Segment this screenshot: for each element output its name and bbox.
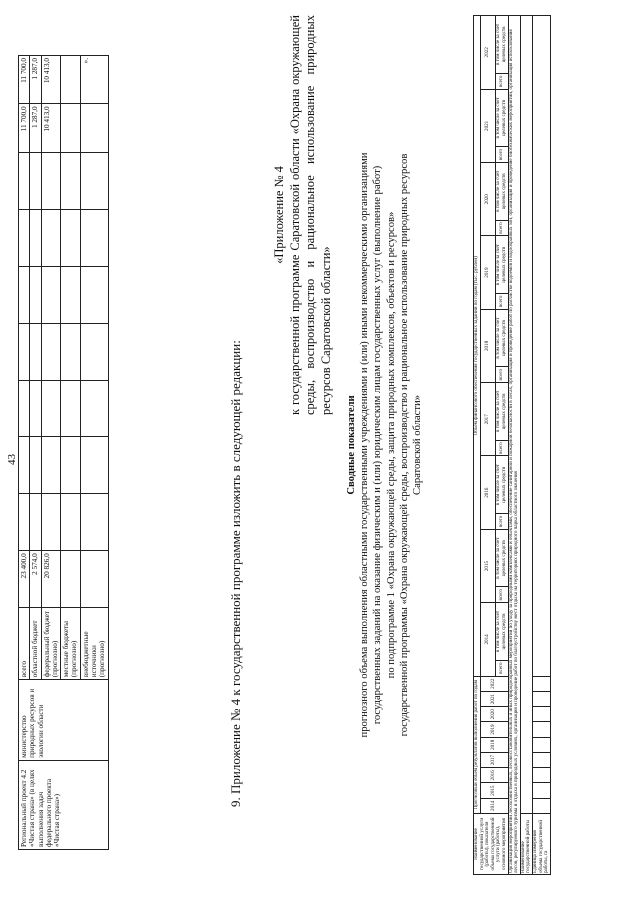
table-cell-value: 2 574,0 xyxy=(30,551,41,608)
subheader-target: в том числе за счет целевых средств xyxy=(496,16,508,74)
col-header-volume: Прогнозный объем результатов выполнения работ по годам xyxy=(474,676,481,813)
appendix-number: «Приложение № 4 xyxy=(272,166,286,264)
subheader-total: всего xyxy=(496,73,508,89)
page-number: 43 xyxy=(6,454,18,465)
table-row xyxy=(19,56,30,850)
work-name-cell: Наименование государственной работы xyxy=(520,814,532,875)
heading-line: по подпрограмме 1 «Охрана окружающей среды, защита природных комплексов, объектов и ресурсов» xyxy=(385,211,397,679)
table-cell-source: всего xyxy=(19,608,30,680)
appendix-header xyxy=(272,15,335,415)
appendix-reference: к государственной программе Саратовской области «Охрана окружающей среды, воспроизводство и рациональное использование природных ресурсов Саратовской области» xyxy=(287,15,333,415)
activity-row: Организация мероприятий лесохозяйственных, лесовосстановительных и иных природоохранных мероприятий по уходу за природными комплексами и объектами, обеспечение санитарной и пожарной безопасности в лесах, организация и проведение работ по расчистке водоемов и водоохранных зон, организация и проведение биотехнических мероприятий, организация использования лесов, регулируемого туризма и отдыха в природных условиях, организация и проведение работ по благоустройству мест отдыха на территориях природного парка областного значения xyxy=(508,16,520,875)
heading-line: Саратовской области» xyxy=(412,395,424,495)
heading-title: Сводные показатели xyxy=(346,395,357,495)
subheader-total: всего xyxy=(496,147,508,163)
table-cell-executor: министерство природных ресурсов и экологии области xyxy=(19,680,109,761)
table-cell-source: федеральный бюджет (прогнозно) xyxy=(41,608,61,680)
table-cell-value: 10 413,0 xyxy=(41,104,61,152)
subheader-target: в том числе за счет целевых средств xyxy=(496,383,508,441)
col-header-finance: Объем финансового обеспечения государственных заданий по годам (тыс. рублей) xyxy=(474,16,481,677)
heading-line: государственных заданий на оказание физическим и (или) юридическим лицам государственных услуг (выполнение работ) xyxy=(372,165,384,725)
table-cell-value xyxy=(61,551,81,608)
subheader-total: всего xyxy=(496,660,508,676)
year-cell: 2020 xyxy=(480,163,496,236)
heading-line: прогнозного объема выполнения областными государственными учреждениями и (или) иными некоммерческими организациями xyxy=(359,152,371,738)
table-cell-value: 11 700,0 xyxy=(19,56,30,104)
year-cell: 2022 xyxy=(480,676,508,691)
table-cell-project: Региональный проект 4.2 «Чистая страна» (в целях выполнения задач федерального проекта «Чистая страна») xyxy=(19,760,109,849)
table-cell-value xyxy=(61,104,81,152)
table-row xyxy=(520,16,532,875)
table-cell-value xyxy=(80,104,108,152)
subheader-total: всего xyxy=(496,440,508,456)
year-cell: 2019 xyxy=(480,236,496,309)
year-cell: 2018 xyxy=(480,309,496,382)
table-cell-source: внебюджетные источники (прогнозно) xyxy=(80,608,108,680)
subheader-total: всего xyxy=(496,514,508,530)
table-cell-value: 20 826,0 xyxy=(41,551,61,608)
year-cell: 2022 xyxy=(480,16,496,90)
table-row xyxy=(508,16,520,875)
table-cell-value: 23 400,0 xyxy=(19,551,30,608)
year-cell: 2021 xyxy=(480,89,496,162)
year-cell: 2014 xyxy=(480,603,496,676)
table-header-row xyxy=(474,16,481,875)
subheader-target: в том числе за счет целевых средств xyxy=(496,456,508,514)
year-cell: 2020 xyxy=(480,707,508,722)
amendment-paragraph: 9. Приложение № 4 к государственной программе изложить в следующей редакции: xyxy=(228,340,243,807)
year-cell: 2019 xyxy=(480,722,508,737)
heading-line: государственной программы «Охрана окружающей среды, воспроизводство и рациональное использование природных ресурсов xyxy=(398,153,410,737)
subheader-target: в том числе за счет целевых средств xyxy=(496,163,508,221)
top-table xyxy=(18,55,109,850)
table-cell-value: 1 287,0 xyxy=(30,56,41,104)
subheader-target: в том числе за счет целевых средств xyxy=(496,89,508,147)
subheader-target: в том числе за счет целевых средств xyxy=(496,236,508,294)
subheader-target: в том числе за счет целевых средств xyxy=(496,309,508,367)
year-cell: 2017 xyxy=(480,752,508,767)
table-cell-source: областной бюджет xyxy=(30,608,41,680)
subheader-total: всего xyxy=(496,587,508,603)
table-heading xyxy=(345,120,424,770)
year-cell: 2016 xyxy=(480,768,508,783)
subheader-target: в том числе за счет целевых средств xyxy=(496,529,508,587)
table-cell-value: 11 700,0 xyxy=(19,104,30,152)
year-cell: 2015 xyxy=(480,783,508,798)
table-cell-source: местные бюджеты (прогнозно) xyxy=(61,608,81,680)
subheader-total: всего xyxy=(496,367,508,383)
table-cell-value xyxy=(61,56,81,104)
table-cell-value xyxy=(80,551,108,608)
unit-cell: Единица измерения объема государственной работы, га xyxy=(532,814,550,875)
year-cell: 2017 xyxy=(480,383,496,456)
table-cell-value: ». xyxy=(80,56,108,104)
table-cell-value: 1 287,0 xyxy=(30,104,41,152)
year-cell: 2021 xyxy=(480,691,508,706)
year-cell: 2014 xyxy=(480,798,508,813)
subheader-target: в том числе за счет целевых средств xyxy=(496,603,508,661)
table-header-row xyxy=(480,16,496,875)
subheader-total: всего xyxy=(496,293,508,309)
subheader-total: всего xyxy=(496,220,508,236)
year-cell: 2016 xyxy=(480,456,496,529)
table-cell-value: 10 413,0 xyxy=(41,56,61,104)
col-header-name: Наименование государственной услуги (работы), показателя объема государственной услуги (работы), основного мероприятия xyxy=(474,814,509,875)
table-row xyxy=(532,16,550,875)
summary-table xyxy=(473,15,551,875)
year-cell: 2018 xyxy=(480,737,508,752)
year-cell: 2015 xyxy=(480,529,496,602)
